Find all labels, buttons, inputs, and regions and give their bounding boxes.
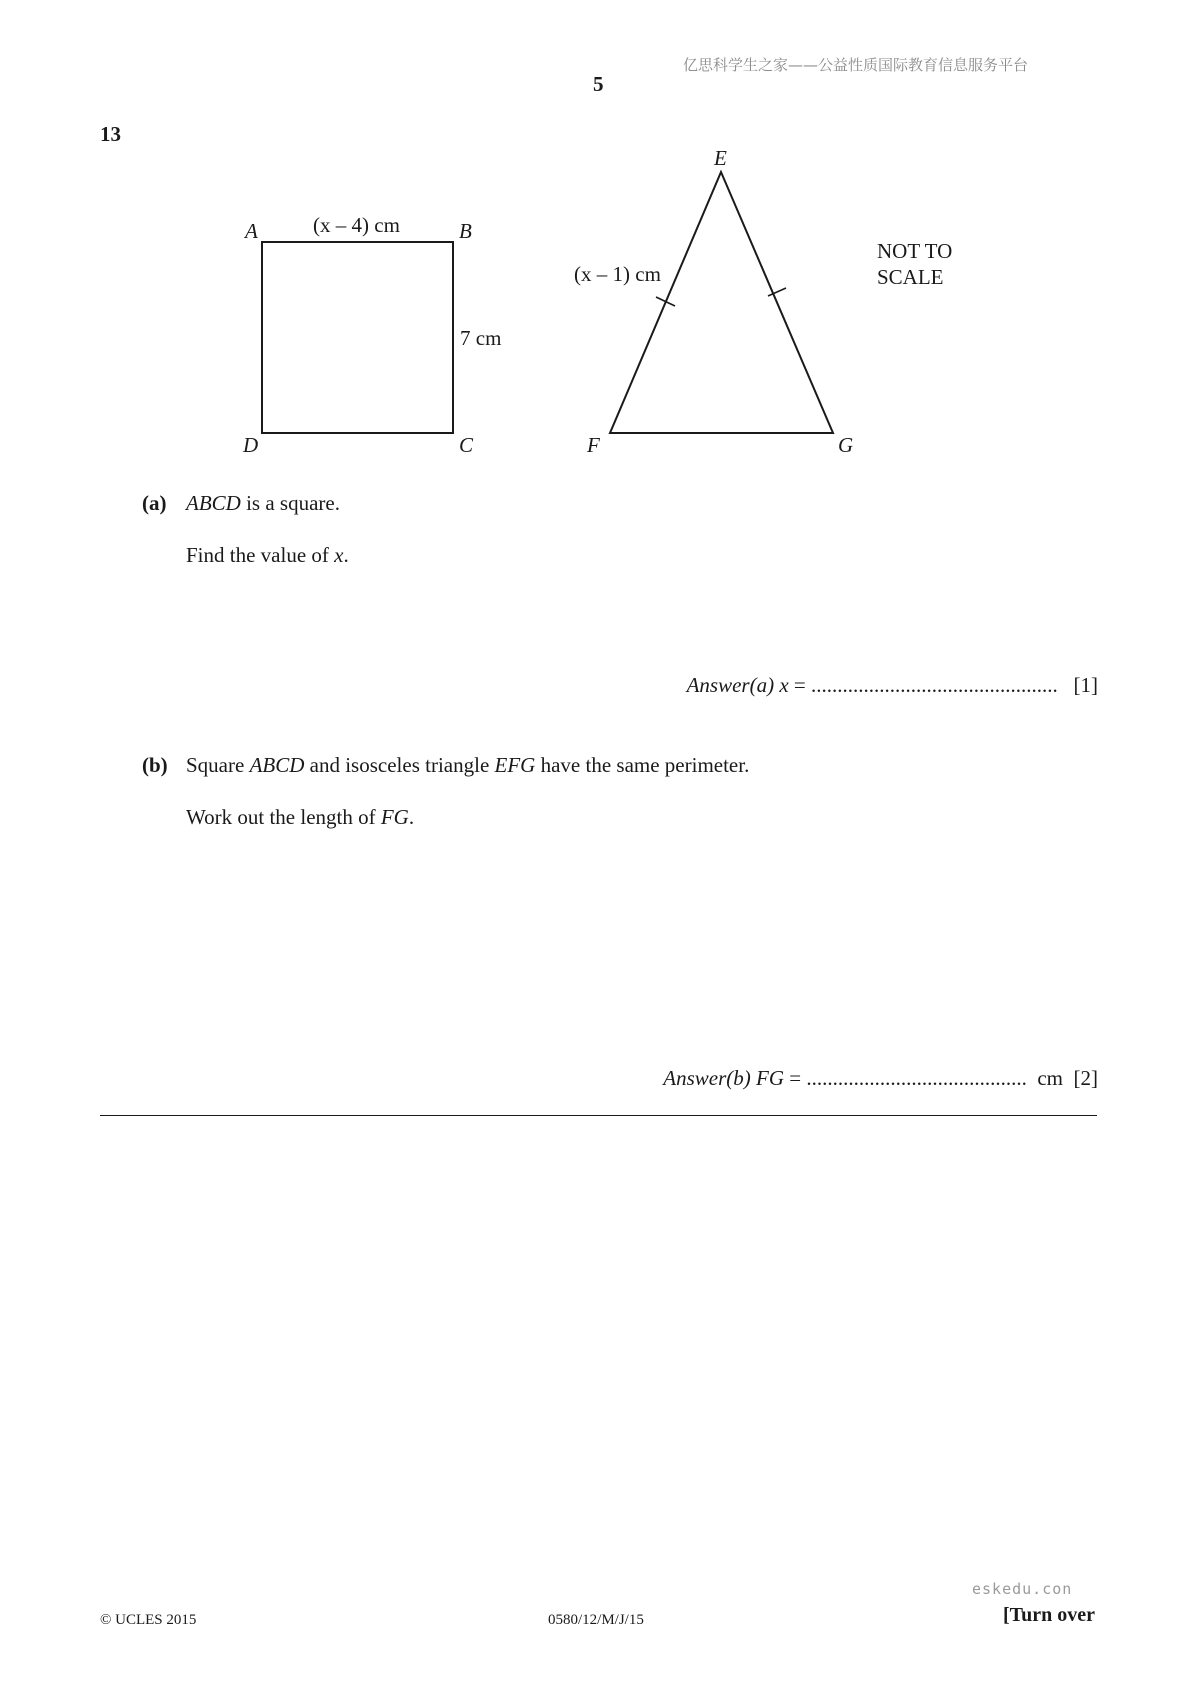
question-end-rule [100,1115,1097,1116]
label-d: D [243,433,259,457]
part-a-statement: ABCD is a square. [186,491,340,515]
square-abcd [262,242,453,433]
part-a-label: (a) [142,491,167,515]
triangle-efg [610,172,833,433]
label-f: F [587,433,600,457]
turn-over: [Turn over [1003,1604,1096,1626]
part-b-instruction: Work out the length of FG. [186,805,415,829]
question-number: 13 [100,122,121,146]
label-c: C [459,433,474,457]
footer-copyright: © UCLES 2015 [100,1612,197,1628]
part-b-label: (b) [142,753,168,777]
not-to-scale-line2: SCALE [877,265,944,289]
side-ef-label: (x – 1) cm [574,262,661,286]
part-a-marks: [1] [1073,673,1098,697]
footer-watermark: eskedu.con [972,1580,1073,1598]
page-number: 5 [593,72,604,96]
part-b-marks: [2] [1073,1066,1098,1090]
label-g: G [838,433,854,457]
part-b-unit: cm [1037,1066,1063,1090]
not-to-scale-line1: NOT TO [877,239,953,263]
header-watermark: 亿思科学生之家——公益性质国际教育信息服务平台 [683,56,1029,74]
label-e: E [714,146,727,170]
label-a: A [245,219,258,243]
part-a-instruction: Find the value of x. [186,543,349,567]
side-bc-label: 7 cm [460,326,502,350]
footer-paper-code: 0580/12/M/J/15 [548,1612,644,1628]
side-ab-label: (x – 4) cm [313,213,400,237]
part-a-answer-line[interactable]: Answer(a) x = ............................................... [1] [686,673,1098,697]
part-b-answer-line[interactable]: Answer(b) FG = .......................................... cm [2] [663,1066,1098,1090]
part-b-statement: Square ABCD and isosceles triangle EFG have the same perimeter. [186,753,750,777]
label-b: B [459,219,472,243]
geometry-figure [0,0,1191,470]
